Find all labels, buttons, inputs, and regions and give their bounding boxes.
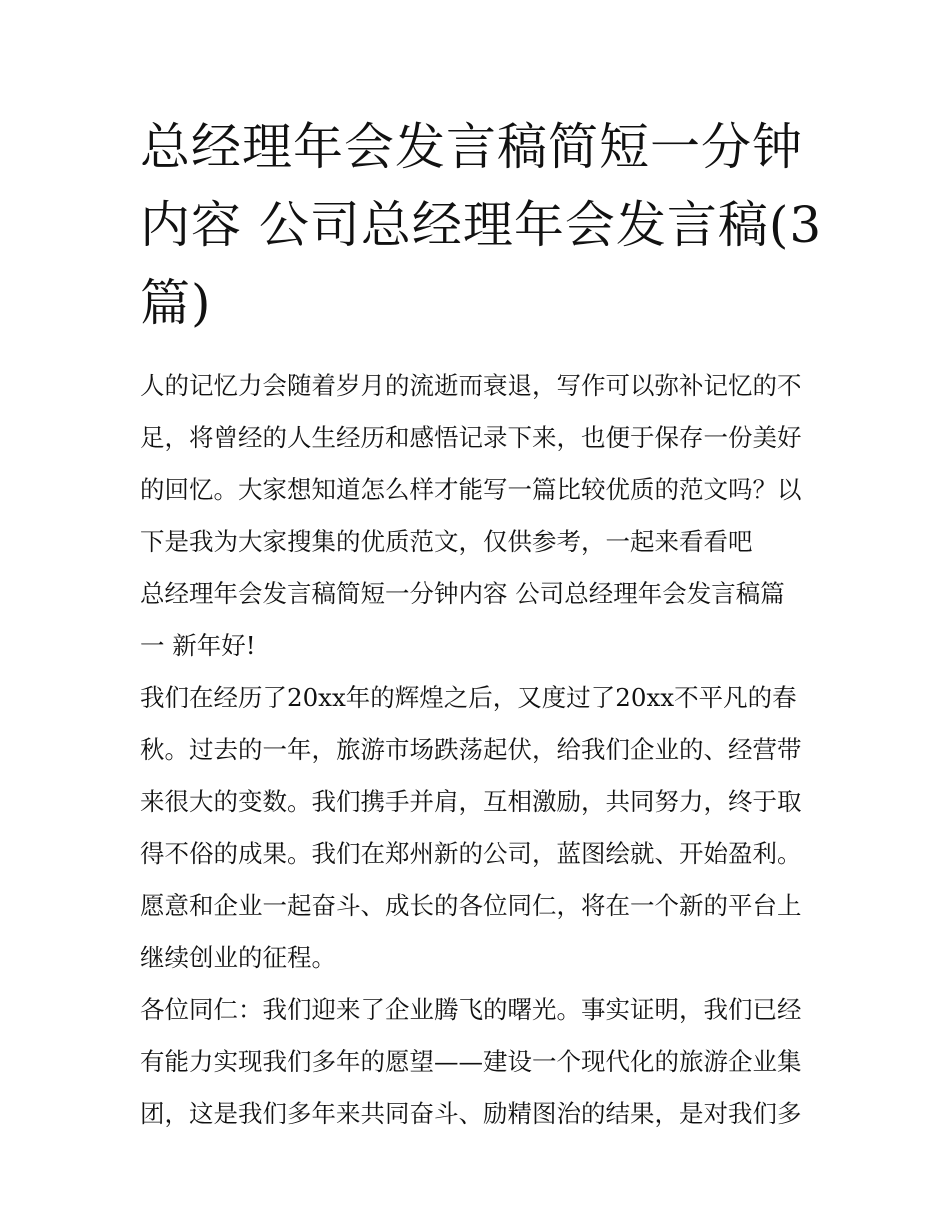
text-line: 愿意和企业一起奋斗、成长的各位同仁，将在一个新的平台上 xyxy=(140,891,802,920)
title-line: 总经理年会发言稿简短一分钟 xyxy=(140,118,803,176)
text-line: 得不俗的成果。我们在郑州新的公司，蓝图绘就、开始盈利。 xyxy=(140,839,802,868)
text-line: 足，将曾经的人生经历和感悟记录下来，也便于保存一份美好 xyxy=(140,423,802,452)
document-page xyxy=(140,108,823,1140)
title-line: 篇) xyxy=(140,274,212,332)
text-line: 下是我为大家搜集的优质范文，仅供参考，一起来看看吧 xyxy=(140,527,753,556)
text-line: 秋。过去的一年，旅游市场跌荡起伏，给我们企业的、经营带 xyxy=(140,735,802,764)
text-line: 的回忆。大家想知道怎么样才能写一篇比较优质的范文吗？以 xyxy=(140,475,802,504)
text-line: 继续创业的征程。 xyxy=(140,943,336,972)
title-line: 内容 公司总经理年会发言稿(3 xyxy=(140,196,823,254)
text-line: 我们在经历了20xx年的辉煌之后，又度过了20xx不平凡的春 xyxy=(140,683,797,712)
body-paragraph xyxy=(140,984,812,1140)
text-line: 有能力实现我们多年的愿望——建设一个现代化的旅游企业集 xyxy=(140,1047,802,1076)
body-paragraph xyxy=(140,672,812,984)
intro-paragraph xyxy=(140,360,812,568)
text-line: 总经理年会发言稿简短一分钟内容 公司总经理年会发言稿篇 xyxy=(140,579,785,608)
text-line: 一 新年好! xyxy=(140,631,256,660)
document-title xyxy=(140,108,823,342)
text-line: 来很大的变数。我们携手并肩，互相激励，共同努力，终于取 xyxy=(140,787,802,816)
text-line: 人的记忆力会随着岁月的流逝而衰退，写作可以弥补记忆的不 xyxy=(140,371,802,400)
section-heading-paragraph xyxy=(140,568,812,672)
text-line: 各位同仁：我们迎来了企业腾飞的曙光。事实证明，我们已经 xyxy=(140,995,802,1024)
text-line: 团，这是我们多年来共同奋斗、励精图治的结果，是对我们多 xyxy=(140,1099,802,1128)
